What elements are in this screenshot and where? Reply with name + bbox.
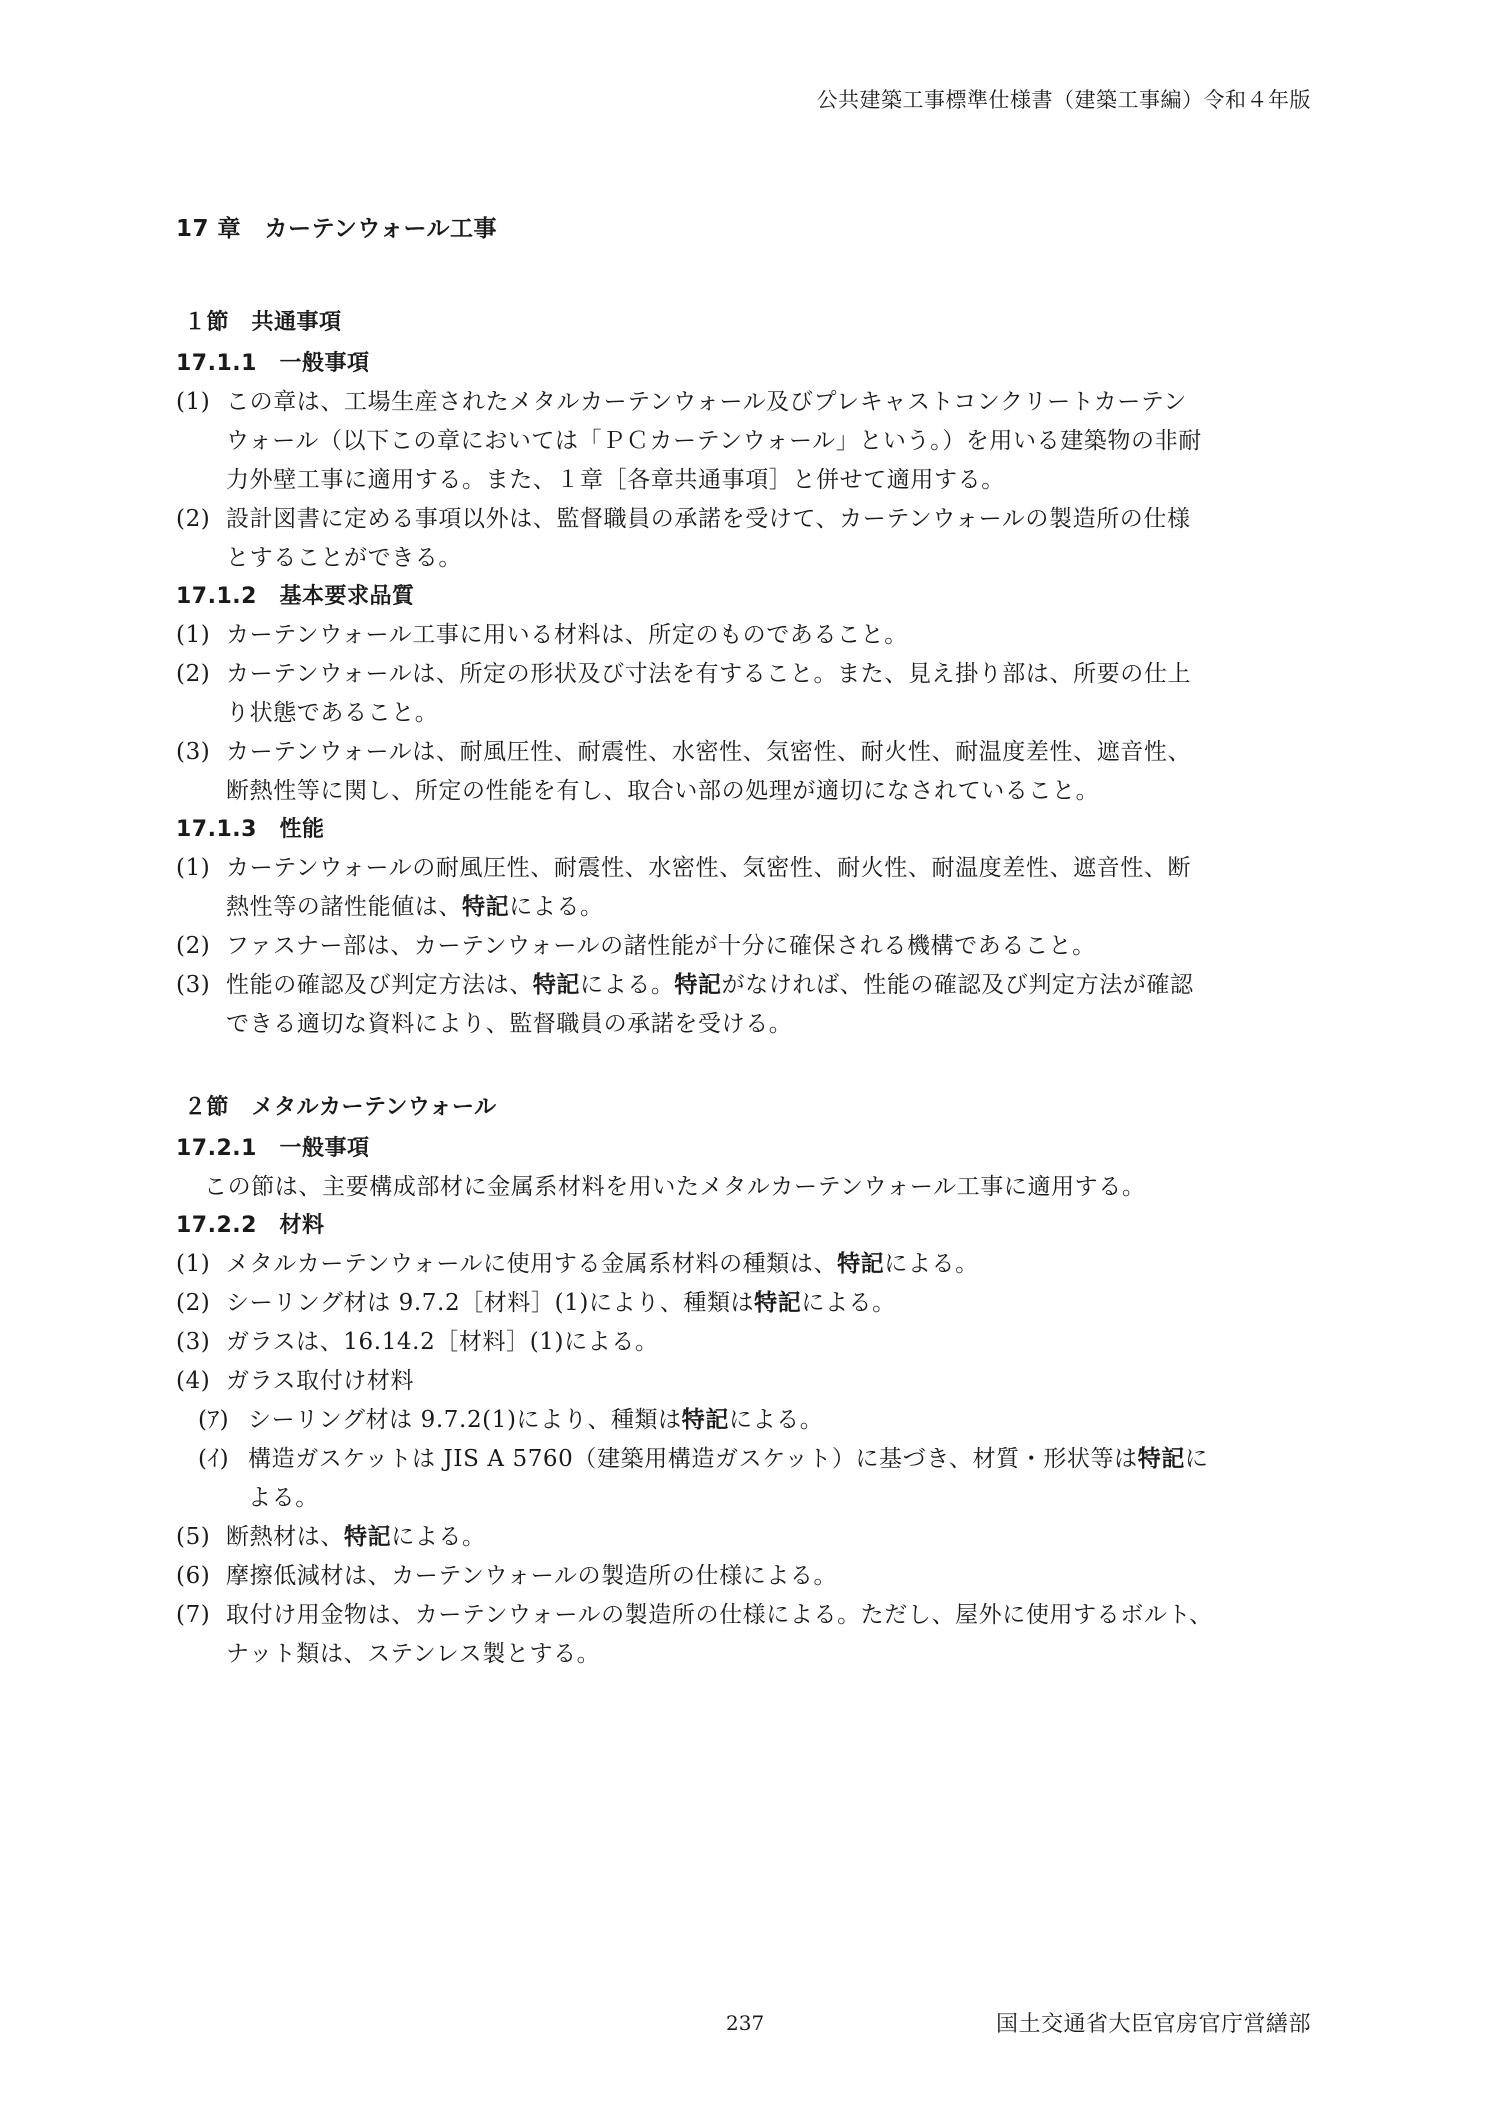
item-text-part: がなければ、性能の確認及び判定方法が確認 [721,972,1194,998]
item-number: (2) [176,1290,211,1316]
item-number: (6) [176,1563,211,1589]
item-text-part: メタルカーテンウォールに使用する金属系材料の種類は、 [226,1251,838,1277]
item-number: (5) [176,1524,211,1550]
item-number: (2) [176,506,211,532]
subsection-title: 17.2.2 材料 [176,1213,325,1238]
tokki-emphasis: 特記 [532,972,581,998]
tokki-emphasis: 特記 [754,1290,802,1316]
subsection-title: 17.1.3 性能 [176,817,325,842]
item-number: (1) [176,389,211,415]
item-text: ナット類は、ステンレス製とする。 [226,1641,601,1667]
list-item [176,655,1316,733]
item-text: カーテンウォールは、所定の形状及び寸法を有すること。また、見え掛り部は、所要の仕上 [226,661,1192,687]
subsection-title: 17.2.1 一般事項 [176,1136,370,1161]
list-item [176,849,1316,927]
list-item [176,966,1316,1044]
item-text-part: 熱性等の諸性能値は、 [226,894,462,920]
item-text [226,1284,1316,1323]
item-text-part: 断熱材は、 [226,1524,344,1550]
item-number: (7) [176,1602,211,1628]
item-text-part: による。 [391,1524,486,1550]
paragraph: この節は、主要構成部材に金属系材料を用いたメタルカーテンウォール工事に適用する。 [204,1174,1146,1200]
item-text [248,1440,1316,1479]
item-text-part: シーリング材は 9.7.2(1)により、種類は [248,1407,682,1433]
item-number: (2) [176,661,211,687]
item-text: ファスナー部は、カーテンウォールの諸性能が十分に確保される機構であること。 [226,933,1096,959]
item-text-part: 構造ガスケットは JIS A 5760（建築用構造ガスケット）に基づき、材質・形状等は [248,1446,1138,1472]
item-number: (3) [176,739,211,765]
item-text: 摩擦低減材は、カーテンウォールの製造所の仕様による。 [226,1563,838,1589]
item-number: (ｲ) [198,1446,230,1472]
item-text [226,1245,1316,1284]
list-item [176,927,1316,966]
tokki-emphasis: 特記 [674,972,722,998]
document-header: 公共建築工事標準仕様書（建築工事編）令和４年版 [816,88,1311,112]
item-text: この章は、工場生産されたメタルカーテンウォール及びプレキャストコンクリートカーテン [226,389,1187,415]
item-text-part: に [1184,1446,1209,1472]
item-number: (3) [176,972,211,998]
list-item [176,1362,1316,1401]
list-item [176,1245,1316,1284]
tokki-emphasis: 特記 [344,1524,392,1550]
item-number: (1) [176,855,211,881]
footer-organization: 国土交通省大臣官房官庁営繕部 [995,2012,1311,2037]
item-number: (1) [176,1251,211,1277]
item-text-part: 性能の確認及び判定方法は、 [226,972,533,998]
item-text [248,1401,1316,1440]
section-title: １節 共通事項 [184,310,342,335]
item-text: 力外壁工事に適用する。また、１章［各章共通事項］と併せて適用する。 [226,467,1005,493]
list-item [176,1323,1316,1362]
list-item [176,383,1316,500]
item-number: (3) [176,1329,211,1355]
item-text: できる適切な資料により、監督職員の承諾を受ける。 [226,1011,793,1037]
tokki-emphasis: 特記 [1137,1446,1185,1472]
item-text: カーテンウォール工事に用いる材料は、所定のものであること。 [226,622,908,648]
subsection-title: 17.1.2 基本要求品質 [176,584,415,609]
item-text: 取付け用金物は、カーテンウォールの製造所の仕様による。ただし、屋外に使用するボルト、 [226,1602,1213,1628]
tokki-emphasis: 特記 [462,894,510,920]
document-body [176,210,1316,1674]
item-number: (4) [176,1368,211,1394]
tokki-emphasis: 特記 [681,1407,729,1433]
item-text-part: による。 [509,894,604,920]
item-text-part: による。 [580,972,675,998]
item-text [226,888,1316,927]
list-item [176,1401,1316,1440]
list-item [176,733,1316,811]
page-number: 237 [726,2011,765,2035]
subsection-title: 17.1.1 一般事項 [176,351,370,376]
list-item [176,1518,1316,1557]
item-number: (2) [176,933,211,959]
item-text-part: による。 [728,1407,824,1433]
tokki-emphasis: 特記 [837,1251,885,1277]
list-item [176,1557,1316,1596]
item-text: ガラスは、16.14.2［材料］(1)による。 [226,1329,659,1355]
list-item [176,1596,1316,1674]
list-item [176,500,1316,578]
item-text: カーテンウォールは、耐風圧性、耐震性、水密性、気密性、耐火性、耐温度差性、遮音性、 [226,739,1192,765]
item-text: り状態であること。 [226,700,439,726]
list-item [176,616,1316,655]
item-text: ウォール（以下この章においては「ＰＣカーテンウォール」という。）を用いる建築物の非耐 [226,428,1202,454]
item-text-part: シーリング材は 9.7.2［材料］(1)により、種類は [226,1290,755,1316]
item-text-part: による。 [801,1290,896,1316]
item-number: (1) [176,622,211,648]
item-text: ガラス取付け材料 [226,1368,415,1394]
list-item [176,1284,1316,1323]
item-text-part: による。 [884,1251,979,1277]
item-text: よる。 [248,1485,319,1511]
item-text: とすることができる。 [226,545,462,571]
item-number: (ｱ) [198,1407,230,1433]
item-text: 設計図書に定める事項以外は、監督職員の承諾を受けて、カーテンウォールの製造所の仕様 [226,506,1191,532]
section-title: ２節 メタルカーテンウォール [184,1095,497,1120]
item-text: 断熱性等に関し、所定の性能を有し、取合い部の処理が適切になされていること。 [226,778,1100,804]
item-text: カーテンウォールの耐風圧性、耐震性、水密性、気密性、耐火性、耐温度差性、遮音性、断 [226,855,1192,881]
item-text [226,1518,1316,1557]
item-text [226,966,1316,1005]
chapter-title: 17 章 カーテンウォール工事 [176,216,497,242]
list-item [176,1440,1316,1518]
